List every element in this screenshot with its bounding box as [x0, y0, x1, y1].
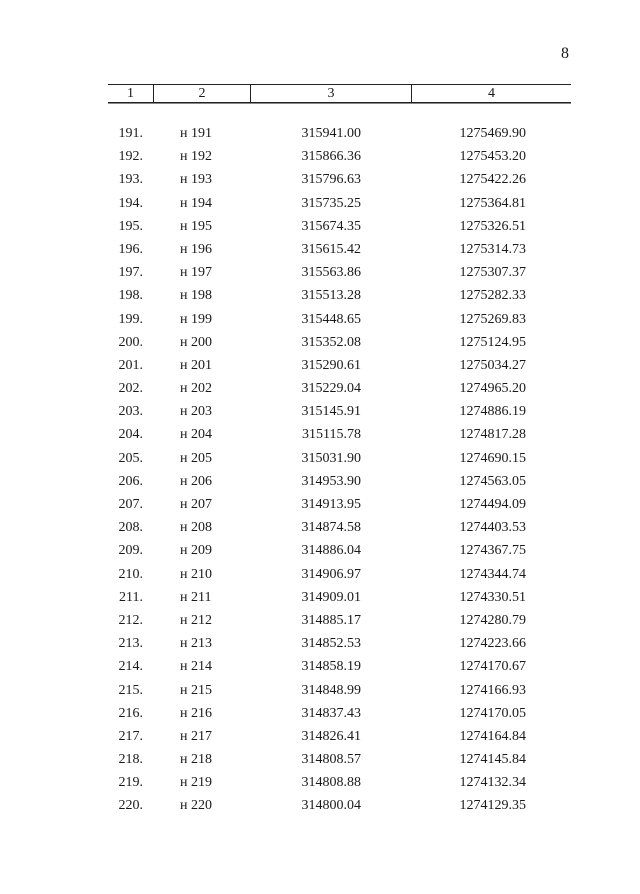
coordinate-x: 315735.25 [301, 195, 361, 211]
table-row [0, 725, 640, 748]
table-row [0, 516, 640, 539]
coordinate-x: 314885.17 [301, 612, 361, 628]
point-label: н 206 [180, 473, 212, 489]
point-label: н 196 [180, 241, 212, 257]
coordinate-x: 315615.42 [301, 241, 361, 257]
table-row [0, 748, 640, 771]
row-number: 198. [118, 288, 143, 304]
point-label: н 211 [180, 589, 212, 605]
point-label: н 218 [180, 752, 212, 768]
coordinate-y: 1274145.84 [459, 752, 526, 768]
table-row [0, 122, 640, 145]
coordinate-x: 315674.35 [301, 218, 361, 234]
coordinate-x: 315941.00 [301, 126, 361, 141]
row-number: 192. [118, 149, 143, 165]
coordinate-y: 1274367.75 [459, 543, 526, 559]
coordinate-x: 314852.53 [301, 636, 361, 652]
coordinate-x: 314837.43 [301, 705, 361, 721]
coordinate-y: 1274494.09 [459, 497, 526, 512]
coordinate-x: 314858.19 [301, 659, 361, 675]
coordinate-y: 1274166.93 [459, 682, 526, 698]
row-number: 202. [118, 381, 143, 397]
table-row [0, 308, 640, 331]
coordinate-y: 1274170.67 [459, 659, 526, 675]
coordinate-x: 315563.86 [301, 265, 361, 281]
table-row [0, 331, 640, 354]
point-label: н 197 [180, 265, 212, 281]
table-row [0, 192, 640, 215]
table-row [0, 679, 640, 702]
point-label: н 215 [180, 682, 212, 698]
table-row [0, 702, 640, 725]
point-label: н 199 [180, 311, 212, 327]
point-label: н 194 [180, 195, 212, 211]
coordinate-x: 315796.63 [301, 172, 361, 188]
table-row [0, 215, 640, 238]
row-number: 200. [118, 334, 143, 350]
row-number: 211. [119, 589, 143, 605]
row-number: 205. [118, 450, 143, 466]
point-label: н 195 [180, 218, 212, 234]
coordinate-y: 1274164.84 [459, 728, 526, 744]
table-row [0, 284, 640, 307]
point-label: н 217 [180, 728, 212, 744]
coordinate-x: 314953.90 [301, 473, 361, 489]
row-number: 201. [118, 357, 143, 373]
row-number: 214. [118, 659, 143, 675]
row-number: 199. [118, 311, 143, 327]
point-label: н 213 [180, 636, 212, 652]
coordinate-y: 1274886.19 [459, 404, 526, 420]
point-label: н 201 [180, 357, 212, 373]
row-number: 206. [118, 473, 143, 489]
table-row [0, 794, 640, 817]
coordinate-x: 314808.88 [301, 775, 361, 791]
coordinate-y: 1274330.51 [459, 589, 526, 605]
point-label: н 219 [180, 775, 212, 791]
table-row [0, 354, 640, 377]
table-row [0, 423, 640, 446]
row-number: 197. [118, 265, 143, 281]
table-row [0, 539, 640, 562]
point-label: н 204 [180, 427, 212, 443]
coordinate-x: 314906.97 [301, 566, 361, 582]
coordinate-y: 1275282.33 [459, 288, 526, 304]
point-label: н 203 [180, 404, 212, 420]
point-label: н 220 [180, 798, 212, 814]
row-number: 212. [118, 612, 143, 628]
coordinate-x: 314913.95 [301, 497, 361, 512]
coordinate-y: 1274129.35 [459, 798, 526, 814]
coordinate-x: 315229.04 [301, 381, 361, 397]
point-label: н 202 [180, 381, 212, 397]
table-row [0, 655, 640, 678]
point-label: н 208 [180, 520, 212, 536]
table-row [0, 771, 640, 794]
table-row [0, 145, 640, 168]
coordinate-x: 315145.91 [301, 404, 361, 420]
table-row [0, 447, 640, 470]
table-row [0, 586, 640, 609]
table-row [0, 609, 640, 632]
column-header-2: 2 [153, 85, 250, 102]
row-number: 216. [118, 705, 143, 721]
table-row [0, 493, 640, 516]
point-label: н 191 [180, 126, 212, 141]
column-header-4: 4 [411, 85, 571, 102]
coordinate-y: 1275422.26 [459, 172, 526, 188]
row-number: 219. [118, 775, 143, 791]
header-divider [108, 103, 571, 104]
table-row [0, 238, 640, 261]
table-row [0, 400, 640, 423]
row-number: 195. [118, 218, 143, 234]
row-number: 203. [118, 404, 143, 420]
page-number: 8 [561, 45, 569, 62]
table-row [0, 261, 640, 284]
coordinate-table-body [0, 122, 640, 818]
coordinate-x: 314808.57 [301, 752, 361, 768]
row-number: 218. [118, 752, 143, 768]
point-label: н 198 [180, 288, 212, 304]
table-header [108, 84, 571, 103]
row-number: 215. [118, 682, 143, 698]
coordinate-y: 1274132.34 [459, 775, 526, 791]
row-number: 196. [118, 241, 143, 257]
point-label: н 209 [180, 543, 212, 559]
coordinate-x: 314886.04 [301, 543, 361, 559]
coordinate-y: 1274690.15 [459, 450, 526, 466]
coordinate-y: 1274563.05 [459, 473, 526, 489]
point-label: н 205 [180, 450, 212, 466]
coordinate-y: 1275314.73 [459, 241, 526, 257]
table-row [0, 168, 640, 191]
coordinate-y: 1274170.05 [459, 705, 526, 721]
point-label: н 207 [180, 497, 212, 512]
row-number: 209. [118, 543, 143, 559]
coordinate-y: 1275269.83 [459, 311, 526, 327]
coordinate-y: 1274817.28 [459, 427, 526, 443]
row-number: 210. [118, 566, 143, 582]
table-row [0, 470, 640, 493]
coordinate-y: 1274223.66 [459, 636, 526, 652]
point-label: н 212 [180, 612, 212, 628]
row-number: 213. [118, 636, 143, 652]
row-number: 194. [118, 195, 143, 211]
row-number: 191. [118, 126, 143, 141]
table-row [0, 377, 640, 400]
coordinate-x: 315031.90 [301, 450, 361, 466]
column-header-3: 3 [250, 85, 411, 102]
coordinate-y: 1274403.53 [459, 520, 526, 536]
coordinate-x: 314826.41 [301, 728, 361, 744]
row-number: 193. [118, 172, 143, 188]
coordinate-x: 314848.99 [301, 682, 361, 698]
coordinate-x: 315352.08 [301, 334, 361, 350]
point-label: н 193 [180, 172, 212, 188]
coordinate-x: 315290.61 [301, 357, 361, 373]
column-header-1: 1 [127, 86, 134, 101]
point-label: н 216 [180, 705, 212, 721]
coordinate-x: 314800.04 [301, 798, 361, 814]
coordinate-y: 1275326.51 [459, 218, 526, 234]
coordinate-y: 1274280.79 [459, 612, 526, 628]
row-number: 217. [118, 728, 143, 744]
coordinate-x: 314874.58 [301, 520, 361, 536]
row-number: 220. [118, 798, 143, 814]
row-number: 208. [118, 520, 143, 536]
coordinate-y: 1275364.81 [459, 195, 526, 211]
coordinate-y: 1275453.20 [459, 149, 526, 165]
coordinate-y: 1275307.37 [459, 265, 526, 281]
coordinate-x: 315866.36 [301, 149, 361, 165]
coordinate-y: 1274344.74 [459, 566, 526, 582]
coordinate-x: 314909.01 [301, 589, 361, 605]
coordinate-y: 1275124.95 [459, 334, 526, 350]
row-number: 204. [118, 427, 143, 443]
coordinate-x: 315448.65 [301, 311, 361, 327]
row-number: 207. [118, 497, 143, 512]
point-label: н 214 [180, 659, 212, 675]
table-row [0, 632, 640, 655]
point-label: н 200 [180, 334, 212, 350]
coordinate-x: 315115.78 [302, 427, 361, 443]
coordinate-y: 1275469.90 [459, 126, 526, 141]
coordinate-x: 315513.28 [301, 288, 361, 304]
point-label: н 210 [180, 566, 212, 582]
point-label: н 192 [180, 149, 212, 165]
table-row [0, 563, 640, 586]
coordinate-y: 1275034.27 [459, 357, 526, 373]
coordinate-y: 1274965.20 [459, 381, 526, 397]
